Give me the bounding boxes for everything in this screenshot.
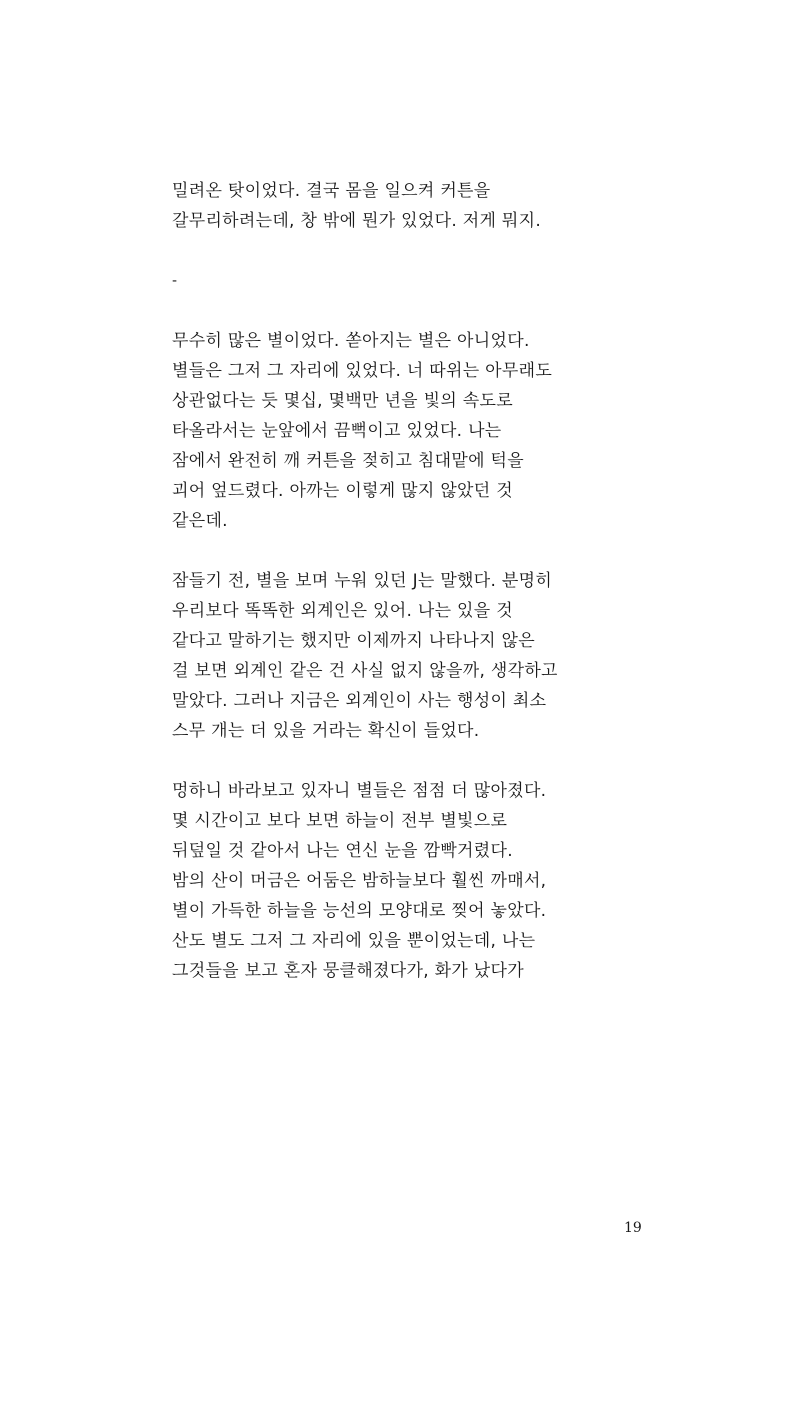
text-line: 같은데. [172, 511, 228, 531]
section-separator: - [172, 273, 178, 289]
text-line: 타올라서는 눈앞에서 끔뻑이고 있었다. 나는 [172, 421, 502, 441]
paragraph-2 [172, 326, 612, 536]
paragraph-4 [172, 776, 612, 986]
text-line: 갈무리하려는데, 창 밖에 뭔가 있었다. 저게 뭐지. [172, 211, 542, 231]
text-line: 스무 개는 더 있을 거라는 확신이 들었다. [172, 721, 480, 741]
text-line: 상관없다는 듯 몇십, 몇백만 년을 빛의 속도로 [172, 391, 513, 411]
text-line: 같다고 말하기는 했지만 이제까지 나타나지 않은 [172, 631, 535, 651]
text-line: 뒤덮일 것 같아서 나는 연신 눈을 깜빡거렸다. [172, 841, 513, 861]
paragraph-3 [172, 566, 612, 746]
text-line: 괴어 엎드렸다. 아까는 이렇게 많지 않았던 것 [172, 481, 513, 501]
body-text [172, 176, 612, 986]
paragraph-gap [172, 236, 612, 266]
text-line: 무수히 많은 별이었다. 쏟아지는 별은 아니었다. [172, 331, 530, 351]
page-number: 19 [624, 1220, 642, 1236]
text-line: 우리보다 똑똑한 외계인은 있어. 나는 있을 것 [172, 601, 513, 621]
text-line: 몇 시간이고 보다 보면 하늘이 전부 별빛으로 [172, 811, 508, 831]
paragraph-1 [172, 176, 612, 236]
text-line: 잠에서 완전히 깨 커튼을 젖히고 침대맡에 턱을 [172, 451, 524, 471]
text-line: 말았다. 그러나 지금은 외계인이 사는 행성이 최소 [172, 691, 547, 711]
text-line: 잠들기 전, 별을 보며 누워 있던 J는 말했다. 분명히 [172, 571, 553, 591]
text-line: 별들은 그저 그 자리에 있었다. 너 따위는 아무래도 [172, 361, 553, 381]
text-line: 밤의 산이 머금은 어둠은 밤하늘보다 훨씬 까매서, [172, 871, 547, 891]
paragraph-gap [172, 536, 612, 566]
text-line: 걸 보면 외계인 같은 건 사실 없지 않을까, 생각하고 [172, 661, 558, 681]
paragraph-gap [172, 296, 612, 326]
text-line: 밀려온 탓이었다. 결국 몸을 일으켜 커튼을 [172, 181, 491, 201]
text-line: 산도 별도 그저 그 자리에 있을 뿐이었는데, 나는 [172, 931, 536, 951]
text-line: 별이 가득한 하늘을 능선의 모양대로 찢어 놓았다. [172, 901, 547, 921]
paragraph-gap [172, 746, 612, 776]
text-line: 그것들을 보고 혼자 뭉클해졌다가, 화가 났다가 [172, 961, 524, 981]
text-line: 멍하니 바라보고 있자니 별들은 점점 더 많아졌다. [172, 781, 547, 801]
